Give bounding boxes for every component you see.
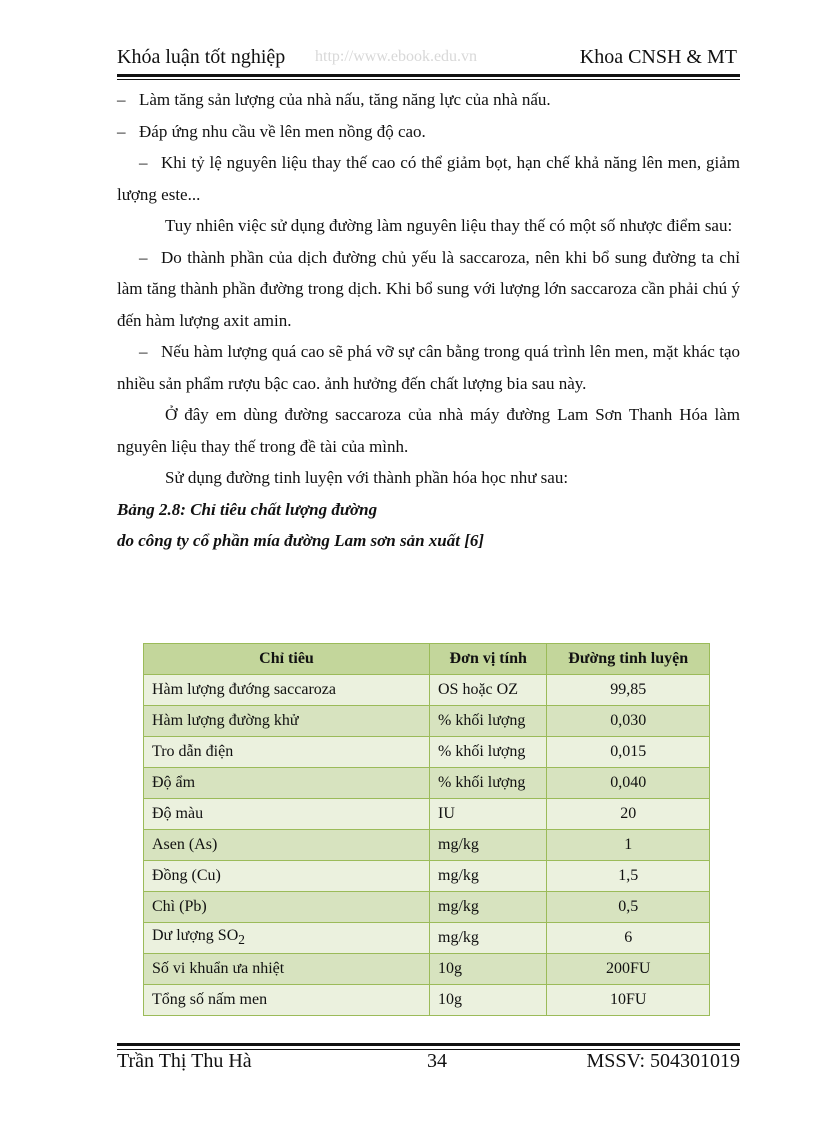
table-cell: 1 bbox=[547, 830, 710, 861]
table-cell: 20 bbox=[547, 799, 710, 830]
sugar-quality-table bbox=[143, 643, 710, 1016]
table-cell: Hàm lượng đướng saccaroza bbox=[144, 675, 430, 706]
header-rule-thin bbox=[117, 79, 740, 80]
table-cell: 10FU bbox=[547, 985, 710, 1016]
table-header-row bbox=[144, 644, 710, 675]
column-header: Đơn vị tính bbox=[430, 644, 547, 675]
table-cell: mg/kg bbox=[430, 892, 547, 923]
table-cell: Hàm lượng đường khử bbox=[144, 706, 430, 737]
bullet-item: – Nếu hàm lượng quá cao sẽ phá vỡ sự cân bằng trong quá trình lên men, mặt khác tạo nhiều sản phẩm rượu bậc cao. ảnh hưởng đến chất lượng bia sau này. bbox=[117, 342, 740, 393]
table-cell: Đồng (Cu) bbox=[144, 861, 430, 892]
table-row bbox=[144, 737, 710, 768]
page-number: 34 bbox=[427, 1050, 447, 1072]
table-cell: 10g bbox=[430, 954, 547, 985]
table-cell: mg/kg bbox=[430, 861, 547, 892]
table-cell: 1,5 bbox=[547, 861, 710, 892]
bullet-item: – Khi tỷ lệ nguyên liệu thay thế cao có thể giảm bọt, hạn chế khả năng lên men, giảm lượng este... bbox=[117, 153, 740, 204]
table-cell: mg/kg bbox=[430, 923, 547, 954]
table-cell: 99,85 bbox=[547, 675, 710, 706]
table-cell: mg/kg bbox=[430, 830, 547, 861]
table-cell bbox=[144, 923, 430, 954]
table-row bbox=[144, 768, 710, 799]
table-cell: Chì (Pb) bbox=[144, 892, 430, 923]
column-header: Đường tinh luyện bbox=[547, 644, 710, 675]
footer-author: Trần Thị Thu Hà bbox=[117, 1050, 252, 1072]
header-thesis-title: Khóa luận tốt nghiệp bbox=[117, 46, 286, 68]
body-text bbox=[117, 84, 740, 557]
table-cell: Độ ẩm bbox=[144, 768, 430, 799]
table-row bbox=[144, 799, 710, 830]
table-cell: 6 bbox=[547, 923, 710, 954]
table-row bbox=[144, 675, 710, 706]
table-cell: % khối lượng bbox=[430, 768, 547, 799]
table-cell: Asen (As) bbox=[144, 830, 430, 861]
paragraph: Ở đây em dùng đường saccaroza của nhà máy đường Lam Sơn Thanh Hóa làm nguyên liệu thay thế trong đề tài của mình. bbox=[117, 405, 740, 456]
table-cell: Tổng số nấm men bbox=[144, 985, 430, 1016]
column-header: Chỉ tiêu bbox=[144, 644, 430, 675]
table-cell: 200FU bbox=[547, 954, 710, 985]
table-cell: 0,015 bbox=[547, 737, 710, 768]
table-row bbox=[144, 706, 710, 737]
so2-subscript: 2 bbox=[238, 932, 245, 948]
table-cell: 10g bbox=[430, 985, 547, 1016]
header-department: Khoa CNSH & MT bbox=[579, 46, 737, 68]
header-rule bbox=[117, 74, 740, 77]
table-row bbox=[144, 892, 710, 923]
table-cell: 0,040 bbox=[547, 768, 710, 799]
table-cell: Số vi khuẩn ưa nhiệt bbox=[144, 954, 430, 985]
table-caption-line1: Bảng 2.8: Chỉ tiêu chất lượng đường bbox=[117, 499, 378, 519]
table-row bbox=[144, 954, 710, 985]
table-cell: IU bbox=[430, 799, 547, 830]
table-cell: Tro dẫn điện bbox=[144, 737, 430, 768]
table-cell: % khối lượng bbox=[430, 706, 547, 737]
table-cell: 0,030 bbox=[547, 706, 710, 737]
table-caption-line2: do công ty cổ phần mía đường Lam sơn sản xuất [6] bbox=[117, 531, 485, 550]
so2-label: Dư lượng SO bbox=[152, 927, 239, 945]
page-header bbox=[117, 44, 737, 74]
paragraph: Tuy nhiên việc sử dụng đường làm nguyên liệu thay thế có một số nhược điểm sau: bbox=[165, 216, 733, 235]
footer-student-id: MSSV: 504301019 bbox=[586, 1050, 740, 1072]
table-row bbox=[144, 985, 710, 1016]
paragraph: Sử dụng đường tinh luyện với thành phần hóa học như sau: bbox=[165, 468, 569, 487]
bullet-item: – Làm tăng sản lượng của nhà nấu, tăng năng lực của nhà nấu. bbox=[117, 90, 551, 109]
header-watermark: http://www.ebook.edu.vn bbox=[315, 48, 478, 65]
table-cell: OS hoặc OZ bbox=[430, 675, 547, 706]
table-cell: % khối lượng bbox=[430, 737, 547, 768]
table-row bbox=[144, 830, 710, 861]
footer-rule bbox=[117, 1043, 740, 1046]
table-cell: Độ màu bbox=[144, 799, 430, 830]
table-cell: 0,5 bbox=[547, 892, 710, 923]
bullet-item: – Do thành phần của dịch đường chủ yếu là saccaroza, nên khi bổ sung đường ta chỉ làm tăng thành phần đường trong dịch. Khi bổ sung với lượng lớn saccaroza cần phải chú ý đến hàm lượng axit amin. bbox=[117, 247, 740, 330]
table-row bbox=[144, 861, 710, 892]
table-row bbox=[144, 923, 710, 954]
bullet-item: – Đáp ứng nhu cầu về lên men nồng độ cao. bbox=[117, 121, 426, 141]
